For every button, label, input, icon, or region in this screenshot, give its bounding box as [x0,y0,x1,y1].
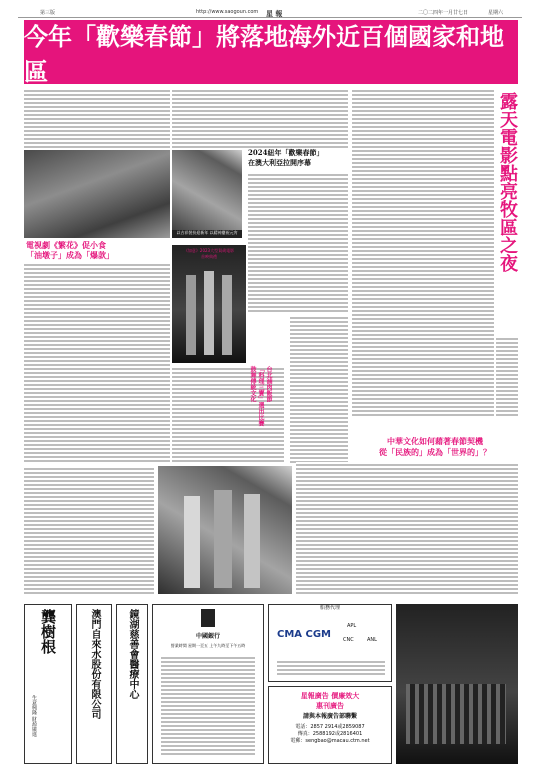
page-number: 第三版 [40,10,56,16]
ad6-fax: 傳真：2588192或2816401 [297,731,363,737]
ad-kiang-wu-clinic[interactable] [116,604,148,764]
ad5-text [277,659,385,677]
ad-gong-shu-gen[interactable] [24,604,72,764]
ad4-text [161,655,255,755]
ad5-partner-3: ANL [367,637,377,643]
newspaper-name: 星 報 [266,9,283,18]
article-title-taipei: 台北滷肉飯節 「料理三寶」選出比賽 鼓舞傳統文化 [249,366,272,426]
ad-bank[interactable] [152,604,264,764]
ad2-title: 澳門自來水股份有限公司 [89,609,100,719]
article-text-left-top [24,88,170,148]
ad6-contact: 請與本報廣告部聯繫 [302,713,357,720]
photo-caption-strip: 以吉祥裝扮迎新年 以精神慶祝元宵 [172,230,242,238]
article-text-right-col [496,336,518,418]
ad6-title: 星報廣告 價廉效大 [300,691,360,700]
article-text-right-top [352,88,494,418]
ad5-company: CMA CGM [277,629,332,640]
ad-shipping[interactable] [268,604,392,682]
masthead-url[interactable]: http://www.saogoun.com [196,9,259,15]
article-text-australia [248,172,348,312]
article-text-center [290,315,348,465]
article-title-tv: 電視劇《繁花》促小食 「油墩子」成為「爆款」 [26,240,114,260]
ad6-phone: 電話：2857 2914或2859087 [295,724,365,730]
photo-stage-performance [396,604,518,764]
article-text-left-bottom [24,466,154,594]
ad-macau-water[interactable] [76,604,112,764]
masthead-day: 星期六 [488,10,504,16]
photo-movie-premiere [172,245,246,363]
ad1-subtitle: 生意興隆 財源廣進 [31,695,37,737]
ad5-label: 船務代理 [319,605,340,611]
ad6-title2: 惠刊廣告 [316,701,344,710]
article-title-australia: 2024紐年「歡樂春節」 在澳大利亞拉開序幕 [248,148,324,167]
movie-poster-text: 《如意》2023大型賀歲電影 首映典禮 [183,248,235,259]
masthead-date: 二〇二四年一月廿七日 [418,10,469,16]
ad5-partner-2: CNC [343,637,354,643]
article-text-tv [24,262,170,462]
bank-logo [201,609,215,627]
photo-performers [172,150,242,238]
ad-sengbao-advertising[interactable] [268,686,392,764]
article-text-culture [296,462,518,594]
article-text-mid-top [172,88,348,148]
ad5-partner-1: APL [347,623,357,629]
ad1-title: 龔樹根 [39,609,57,654]
article-title-outdoor: 露天電影點亮牧區之夜 [497,92,518,272]
ad3-title: 鏡湖慈善會醫療中心 [127,609,138,699]
ad6-email[interactable]: 電郵：sengbao@macau.ctm.net [290,738,370,744]
photo-group-kids [24,150,170,238]
main-headline: 今年「歡樂春節」將落地海外近百個國家和地區 [24,20,518,84]
article-title-culture: 中華文化如何藉著春節契機 從「民族的」成為「世界的」？ [379,436,491,457]
ad4-title: 中國銀行 [195,633,220,640]
ad4-body: 營業時間 星期一至五 上午九時至下午五時 [170,643,246,648]
photo-new-year-event [158,466,292,594]
